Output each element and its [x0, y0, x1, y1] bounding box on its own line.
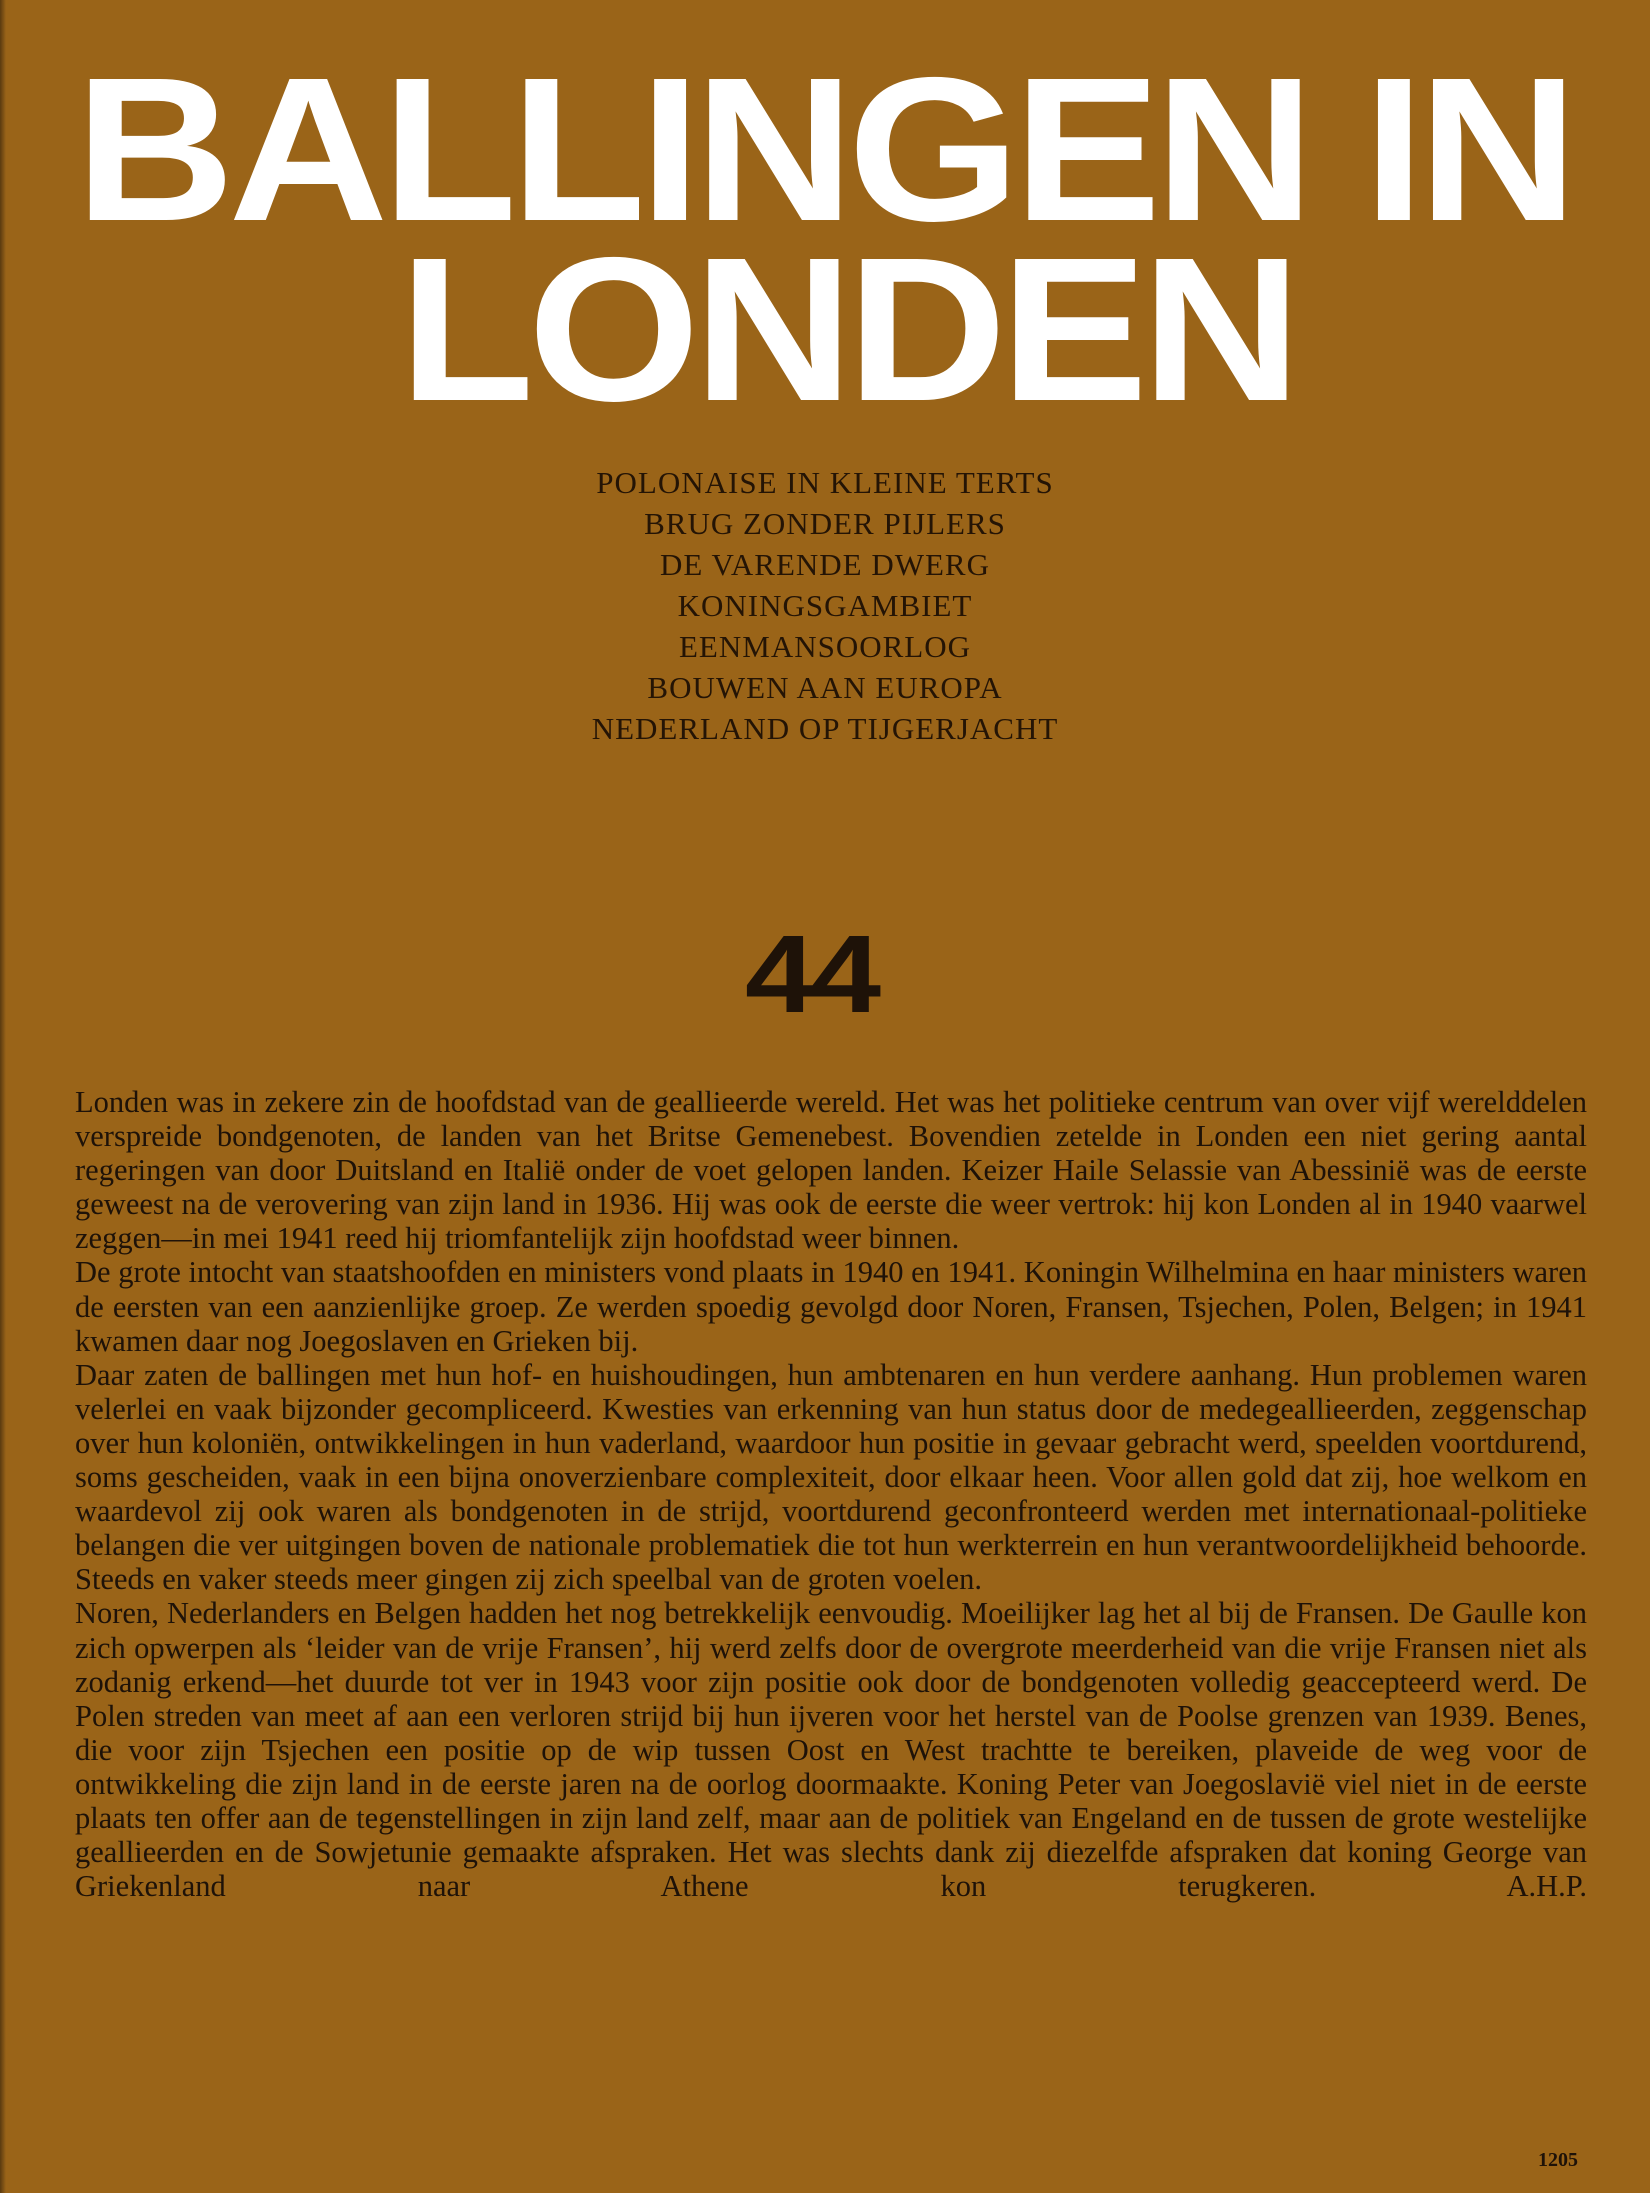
chapter-list: [460, 462, 1190, 749]
chapter-item: BRUG ZONDER PIJLERS: [644, 506, 1006, 541]
author-initials: A.H.P.: [1506, 1869, 1587, 1904]
chapter-item: KONINGSGAMBIET: [677, 588, 973, 623]
paragraph: De grote intocht van staatshoofden en ministers vond plaats in 1940 en 1941. Koningin Wilhelmina en haar ministers waren de eersten van een aanzienlijke groep. Ze werden spoedig gevolgd door Noren, Fransen, Tsjechen, Polen, Belgen; in 1941 kwamen daar nog Joegoslaven en Grieken bij.: [75, 1255, 1587, 1358]
chapter-item: POLONAISE IN KLEINE TERTS: [596, 465, 1054, 500]
introduction-text: [75, 1085, 1587, 1903]
chapter-item: NEDERLAND OP TIJGERJACHT: [591, 711, 1059, 746]
chapter-item: BOUWEN AAN EUROPA: [647, 670, 1003, 705]
paragraph: Noren, Nederlanders en Belgen hadden het nog betrekkelijk eenvoudig. Moeilijker lag het al bij de Fransen. De Gaulle kon zich opwerpen als ‘leider van de vrije Fransen’, hij werd zelfs door de overgrote meerderheid van die vrije Fransen niet als zodanig erkend—het duurde tot ver in 1943 voor zijn positie ook door de bondgenoten volledig geaccepteerd werd. De Polen streden van meet af aan een verloren strijd bij hun ijveren voor het herstel van de Poolse grenzen van 1939. Benes, die voor zijn Tsjechen een positie op de wip tussen Oost en West trachtte te bereiken, plaveide de weg voor de ontwikkeling die zijn land in de eerste jaren na de oorlog doormaakte. Koning Peter van Joegoslavië viel niet in de eerste plaats ten offer aan de tegenstellingen in zijn land zelf, maar aan de politiek van Engeland en de tussen de grote westelijke geallieerden en de Sowjetunie gemaakte afspraken. Het was slechts dank zij diezelfde afspraken dat koning George van Griekenland naar Athene kon terugkeren.: [75, 1596, 1587, 1904]
paragraph-with-signature: [75, 1596, 1587, 1903]
page-number: 1205: [1538, 2149, 1578, 2171]
page-title: [75, 35, 1650, 444]
paragraph: Daar zaten de ballingen met hun hof- en huishoudingen, hun ambtenaren en hun verdere aanhang. Hun problemen waren velerlei en vaak bijzonder gecompliceerd. Kwesties van erkenning van hun status door de medegeallieerden, zeggenschap over hun koloniën, ontwikkelingen in hun vaderland, waardoor hun positie in gevaar gebracht werd, speelden voortdurend, soms gescheiden, vaak in een bijna onoverzienbare complexiteit, door elkaar heen. Voor allen gold dat zij, hoe welkom en waardevol zij ook waren als bondgenoten in de strijd, voortdurend geconfronteerd werden met internationaal-politieke belangen die ver uitgingen boven de nationale problematiek die tot hun werkterrein en hun verantwoordelijkheid behoorde. Steeds en vaker steeds meer gingen zij zich speelbal van de groten voelen.: [75, 1357, 1587, 1597]
issue-number: 44: [745, 913, 877, 1036]
title-line-2: LONDEN: [399, 215, 1295, 444]
chapter-item: DE VARENDE DWERG: [659, 547, 990, 582]
title-line-1: BALLINGEN IN: [75, 35, 1572, 264]
chapter-item: EENMANSOORLOG: [679, 629, 971, 664]
paragraph: Londen was in zekere zin de hoofdstad van de geallieerde wereld. Het was het politieke centrum van over vijf werelddelen verspreide bondgenoten, de landen van het Britse Gemenebest. Bovendien zetelde in Londen een niet gering aantal regeringen van door Duitsland en Italië onder de voet gelopen landen. Keizer Haile Selassie van Abessinië was de eerste geweest na de verovering van zijn land in 1936. Hij was ook de eerste die weer vertrok: hij kon Londen al in 1940 vaarwel zeggen—in mei 1941 reed hij triomfantelijk zijn hoofdstad weer binnen.: [75, 1085, 1587, 1256]
